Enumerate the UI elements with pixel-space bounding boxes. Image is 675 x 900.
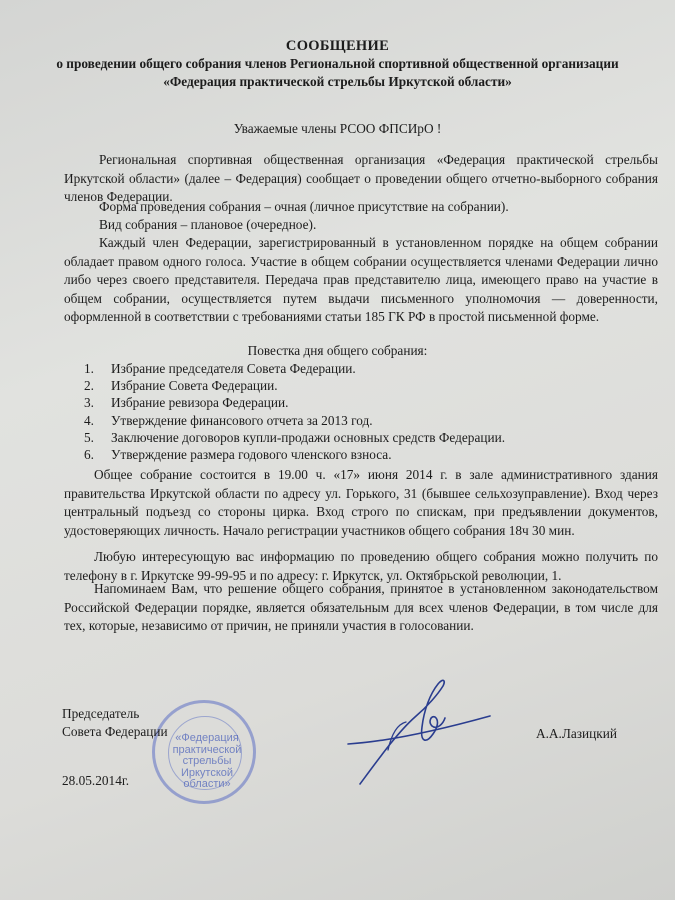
stamp-line: Иркутской	[180, 766, 234, 779]
agenda-item-number: 4.	[84, 412, 94, 428]
agenda-item	[84, 377, 505, 394]
signatory-position-line1: Председатель	[62, 706, 140, 721]
document-subtitle: о проведении общего собрания членов Региональной спортивной общественной организации	[56, 56, 619, 71]
agenda-item-number: 3.	[84, 395, 94, 411]
stamp-line: практической	[172, 743, 242, 756]
stamp-line: стрельбы	[182, 755, 232, 767]
agenda-item	[84, 446, 505, 463]
meeting-form-line: Форма проведения собрания – очная (личное присутствие на собрании).	[99, 199, 509, 214]
signatory-name: А.А.Лазицкий	[536, 726, 617, 741]
agenda-item	[84, 412, 505, 429]
meeting-details-paragraph: Общее собрание состоится в 19.00 ч. «17» июня 2014 г. в зале административного здания правительства Иркутской области по адресу ул. Горького, 31 (бывшее сельхозуправление). Вход через центральный подъезд со стороны цирка. Вход строго по спискам, при предъявлении документов, удостоверяющих личность. Начало регистрации участников общего собрания 18ч 30 мин.	[64, 467, 658, 538]
intro-paragraph: Региональная спортивная общественная организация «Федерация практической стрельбы Иркутской области» (далее – Федерация) сообщает о проведении общего отчетно-выборного собрания членов Федерации.	[64, 152, 658, 204]
voting-rights-paragraph: Каждый член Федерации, зарегистрированный в установленном порядке на общем собрании обладает правом одного голоса. Участие в общем собрании осуществляется членами Федерации лично либо через своего представителя. Передача прав представителю лица, имеющего право на участие в общем собрании, осуществляется путем выдачи письменного уполномочия — доверенности, оформленной в соответствии с требованиями статьи 185 ГК РФ в простой письменной форме.	[64, 235, 658, 324]
greeting: Уважаемые члены РСОО ФПСИрО !	[233, 121, 442, 136]
meeting-type-line: Вид собрания – плановое (очередное).	[99, 217, 317, 232]
agenda-item-number: 5.	[84, 429, 94, 445]
agenda-item-text: Утверждение финансового отчета за 2013 год.	[111, 412, 373, 428]
stamp-line: области»	[183, 778, 231, 790]
signatory-position-line2: Совета Федерации	[62, 724, 168, 739]
agenda-item-text: Избрание председателя Совета Федерации.	[111, 361, 356, 376]
agenda-item-number: 6.	[84, 447, 94, 463]
document-date: 28.05.2014г.	[62, 773, 130, 788]
reminder-paragraph: Напоминаем Вам, что решение общего собрания, принятое в установленном законодательством Российской Федерации порядке, является обязательным для всех членов Федерации, в том числе для тех, которые, независимо от причин, не приняли участия в голосовании.	[64, 581, 658, 633]
contact-info-paragraph: Любую интересующую вас информацию по проведению общего собрания можно получить по телефону в г. Иркутске 99-99-95 и по адресу: г. Иркутск, ул. Октябрьской революции, 1.	[64, 549, 658, 583]
agenda-item	[84, 360, 505, 377]
handwritten-signature	[340, 672, 505, 792]
agenda-item	[84, 429, 505, 446]
document-title: СООБЩЕНИЕ	[285, 38, 390, 54]
stamp-text	[155, 733, 259, 791]
organization-stamp	[152, 700, 256, 804]
agenda-item-number: 2.	[84, 378, 94, 394]
agenda-item	[84, 394, 505, 411]
agenda-item-text: Заключение договоров купли-продажи основных средств Федерации.	[111, 429, 506, 445]
agenda-item-text: Избрание Совета Федерации.	[111, 378, 278, 394]
organization-name: «Федерация практической стрельбы Иркутской области»	[163, 74, 512, 89]
stamp-line: «Федерация	[175, 732, 239, 744]
agenda-list	[84, 360, 505, 463]
agenda-item-text: Утверждение размера годового членского взноса.	[111, 447, 392, 463]
agenda-item-number: 1.	[84, 361, 94, 376]
agenda-item-text: Избрание ревизора Федерации.	[111, 395, 289, 411]
agenda-title: Повестка дня общего собрания:	[247, 343, 428, 358]
